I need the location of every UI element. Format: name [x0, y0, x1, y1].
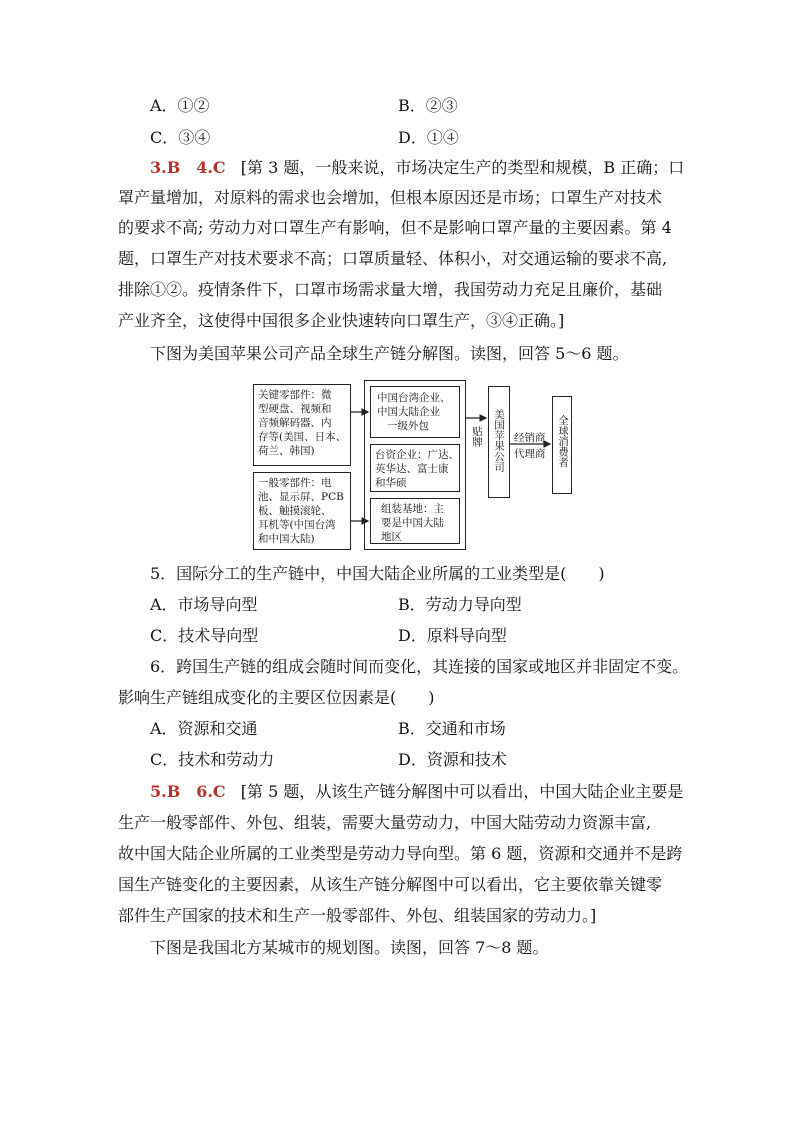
- assembly-line: 要是中国大陆: [381, 517, 444, 529]
- q6-stem-2: 影响生产链组成变化的主要区位因素是( ): [118, 688, 435, 707]
- option-c: C．③④: [150, 128, 211, 147]
- taiwan-firms-line: 和华硕: [375, 477, 407, 489]
- option-a: A．①②: [150, 96, 210, 115]
- taiwan-firms-line: 台资企业：广达、: [375, 449, 459, 461]
- q6-stem-1: 6．跨国生产链的组成会随时间而变化，其连接的国家或地区并非固定不变。: [150, 657, 689, 676]
- answer-3-4-line6: 产业齐全，这使得中国很多企业快速转向口罩生产，③④正确。]: [118, 311, 565, 330]
- general-parts-line: 和中国大陆): [258, 533, 315, 545]
- q5-option-a: A．市场导向型: [150, 595, 258, 614]
- answer-3-4-line4: 题，口罩生产对技术要求不高；口罩质量轻、体积小，对交通运输的要求不高,: [118, 249, 668, 268]
- q5-option-c: C．技术导向型: [150, 626, 259, 645]
- answer-3-4-label: 3.B 4.C: [150, 158, 226, 177]
- key-parts-line: 存等(美国、日本、: [258, 431, 347, 443]
- answer-3-4-text1: [第 3 题，一般来说，市场决定生产的类型和规模，B 正确；口: [240, 158, 685, 177]
- q5-option-b: B．劳动力导向型: [398, 595, 522, 614]
- option-d: D．①④: [398, 128, 459, 147]
- option-b: B．②③: [398, 96, 458, 115]
- general-parts-line: 一般零部件：电: [258, 477, 332, 489]
- consumers-label: 全球消费者: [557, 415, 569, 468]
- distributor-label: 经销商: [514, 432, 546, 444]
- taiwan-firms-line: 英华达、富士康: [375, 463, 449, 475]
- outsourcing-line: 中国大陆企业: [377, 406, 440, 418]
- q6-option-c: C．技术和劳动力: [150, 750, 275, 769]
- intro-7-8: 下图是我国北方某城市的规划图。读图，回答 7～8 题。: [150, 938, 549, 957]
- apple-label: 美国苹果公司: [493, 409, 505, 472]
- q6-option-b: B．交通和市场: [398, 719, 506, 738]
- answer-5-6-line3: 故中国大陆企业所属的工业类型是劳动力导向型。第 6 题，资源和交通并不是跨: [118, 844, 683, 863]
- q5-stem: 5．国际分工的生产链中，中国大陆企业所属的工业类型是( ): [150, 564, 605, 583]
- answer-3-4-line5: 排除①②。疫情条件下，口罩市场需求量大增，我国劳动力充足且廉价，基础: [118, 280, 663, 299]
- q6-option-a: A．资源和交通: [150, 719, 258, 738]
- diagram-arrows: [250, 378, 590, 553]
- q6-option-d: D．资源和技术: [398, 750, 507, 769]
- production-chain-diagram: [250, 378, 590, 553]
- answer-3-4-line3: 的要求不高; 劳动力对口罩生产有影响，但不是影响口罩产量的主要因素。第 4: [118, 218, 672, 237]
- answer-3-4-line2: 罩产量增加，对原料的需求也会增加，但根本原因还是市场；口罩生产对技术: [118, 188, 663, 207]
- general-parts-line: 耳机等(中国台湾: [258, 519, 336, 531]
- key-parts-line: 型硬盘、视频和: [258, 403, 332, 415]
- q5-option-d: D．原料导向型: [398, 626, 507, 645]
- assembly-line: 地区: [381, 531, 402, 543]
- outsourcing-line: 中国台湾企业、: [377, 392, 451, 404]
- brand-label: 贴牌: [471, 426, 483, 447]
- answer-5-6-label: 5.B 6.C: [150, 782, 226, 801]
- answer-5-6-line5: 部件生产国家的技术和生产一般零部件、外包、组装国家的劳动力。]: [118, 906, 597, 925]
- agent-label: 代理商: [514, 448, 546, 460]
- answer-5-6-line4: 国生产链变化的主要因素，从该生产链分解图中可以看出，它主要依靠关键零: [118, 875, 663, 894]
- general-parts-line: 池、显示屏、PCB: [258, 491, 344, 503]
- intro-5-6: 下图为美国苹果公司产品全球生产链分解图。读图，回答 5～6 题。: [150, 344, 629, 363]
- key-parts-line: 关键零部件：微: [258, 389, 332, 401]
- answer-5-6-line1: [150, 782, 683, 802]
- general-parts-line: 板、触摸滚轮、: [258, 505, 332, 517]
- answer-5-6-text1: [第 5 题，从该生产链分解图中可以看出，中国大陆企业主要是: [240, 782, 684, 801]
- key-parts-line: 荷兰、韩国): [258, 445, 315, 457]
- answer-5-6-line2: 生产一般零部件、外包、组装，需要大量劳动力，中国大陆劳动力资源丰富,: [118, 813, 652, 832]
- outsourcing-line: 一级外包: [387, 420, 429, 432]
- assembly-line: 组装基地：主: [381, 503, 444, 515]
- answer-3-4-line1: [150, 158, 684, 178]
- key-parts-line: 音频解码器、内: [258, 417, 332, 429]
